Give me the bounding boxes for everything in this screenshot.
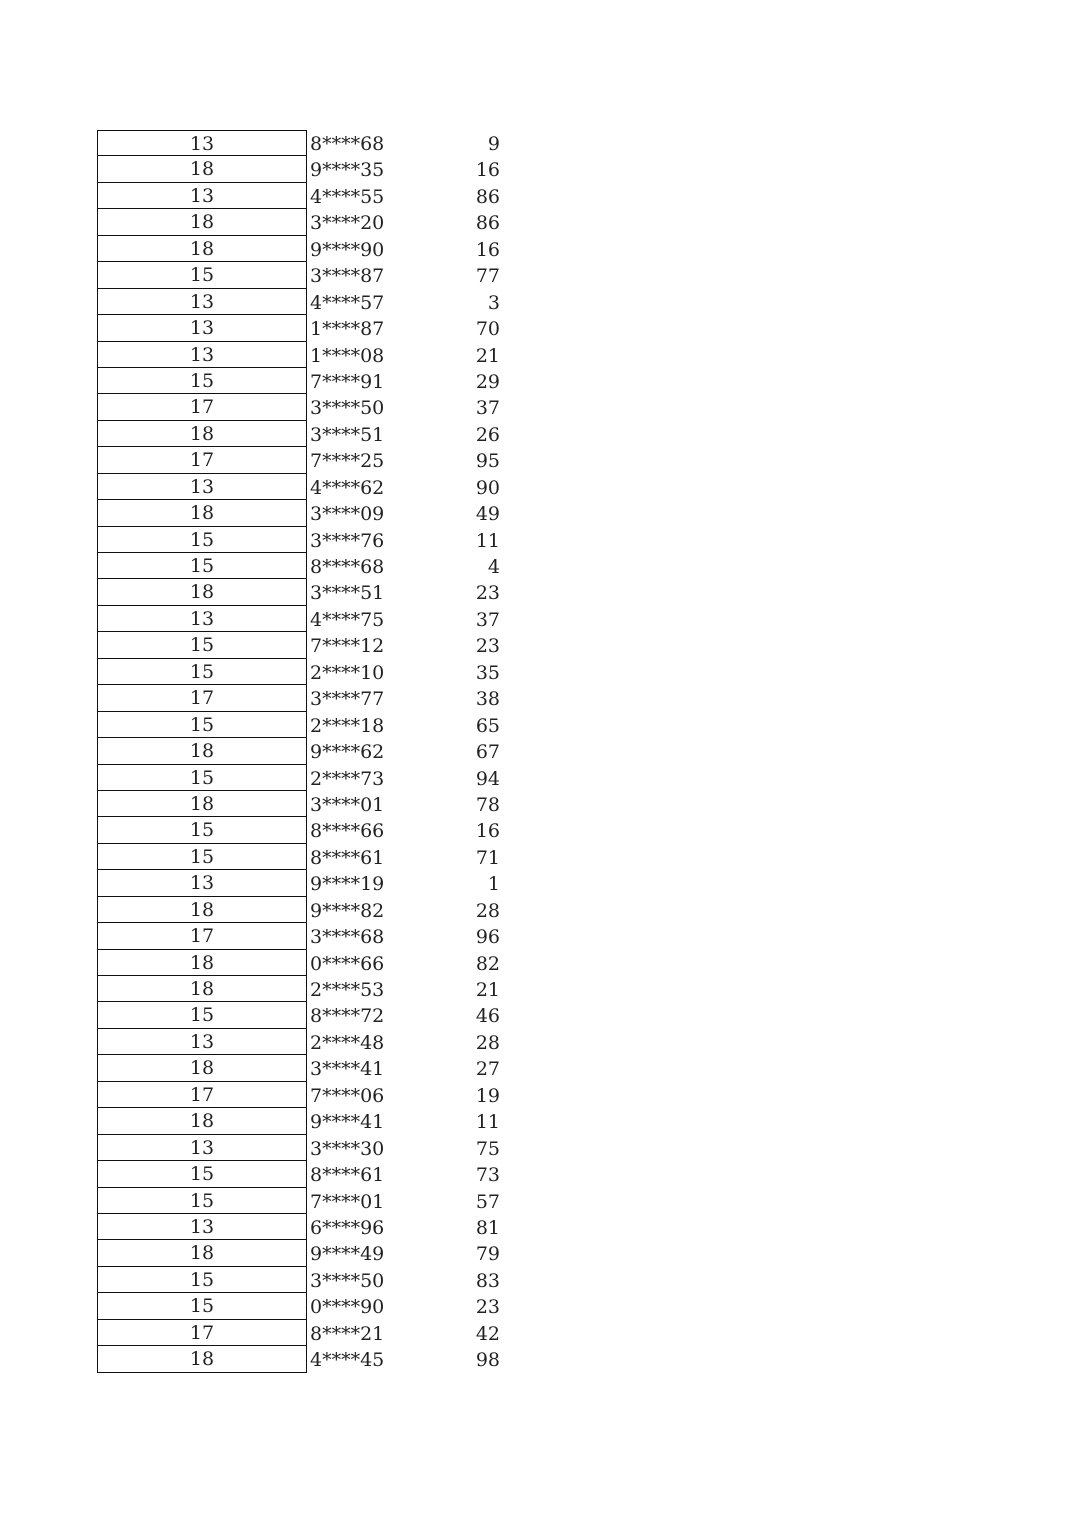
cell-code: 15 (97, 632, 307, 658)
cell-masked-number: 3****50 (310, 1269, 385, 1292)
table-row (97, 553, 500, 579)
table-row (97, 1267, 500, 1293)
cell-value: 21 (475, 344, 500, 367)
cell-value: 73 (475, 1164, 500, 1187)
cell-masked-number: 7****25 (310, 450, 385, 473)
table-row (97, 342, 500, 368)
cell-code: 13 (97, 870, 307, 896)
cell-code: 18 (97, 1055, 307, 1081)
cell-masked-number: 2****18 (310, 714, 385, 737)
cell-masked-number: 2****48 (310, 1031, 385, 1054)
table-row (97, 1055, 500, 1081)
cell-masked-number: 7****12 (310, 635, 385, 658)
cell-masked-number: 3****09 (310, 503, 385, 526)
cell-masked-number: 4****75 (310, 608, 385, 631)
cell-masked-number: 7****01 (310, 1190, 385, 1213)
cell-value: 81 (475, 1216, 500, 1239)
cell-value: 1 (487, 873, 500, 896)
cell-code: 18 (97, 156, 307, 182)
table-row (97, 976, 500, 1002)
cell-value: 21 (475, 979, 500, 1001)
cell-value: 95 (475, 450, 500, 473)
table-row (97, 1082, 500, 1108)
cell-value: 9 (487, 133, 500, 155)
cell-value: 94 (475, 767, 500, 790)
cell-masked-number: 2****73 (310, 767, 385, 790)
cell-value: 79 (475, 1243, 500, 1266)
cell-code: 15 (97, 659, 307, 685)
table-row (97, 1161, 500, 1187)
cell-masked-number: 8****61 (310, 846, 385, 869)
table-row (97, 1293, 500, 1319)
table-row (97, 1320, 500, 1346)
table-row (97, 130, 500, 156)
cell-value: 71 (475, 846, 500, 869)
table-row (97, 950, 500, 976)
cell-masked-number: 8****68 (310, 133, 385, 155)
cell-value: 23 (475, 582, 500, 605)
cell-code: 13 (97, 289, 307, 315)
cell-code: 13 (97, 1214, 307, 1240)
table-row (97, 606, 500, 632)
cell-masked-number: 4****45 (310, 1349, 385, 1372)
table-row (97, 817, 500, 843)
table-row (97, 1188, 500, 1214)
cell-value: 86 (475, 185, 500, 208)
cell-value: 16 (475, 820, 500, 843)
cell-code: 18 (97, 950, 307, 976)
table-row (97, 897, 500, 923)
cell-masked-number: 2****53 (310, 979, 385, 1001)
cell-masked-number: 8****21 (310, 1322, 385, 1345)
cell-value: 38 (475, 688, 500, 711)
cell-code: 13 (97, 1029, 307, 1055)
cell-value: 28 (475, 1031, 500, 1054)
cell-value: 28 (475, 899, 500, 922)
cell-code: 17 (97, 1082, 307, 1108)
table-row (97, 738, 500, 764)
cell-value: 83 (475, 1269, 500, 1292)
cell-masked-number: 8****68 (310, 556, 385, 578)
table-row (97, 685, 500, 711)
cell-code: 13 (97, 130, 307, 156)
table-row (97, 659, 500, 685)
cell-code: 15 (97, 1293, 307, 1319)
table-row (97, 500, 500, 526)
cell-value: 67 (475, 741, 500, 764)
cell-code: 17 (97, 685, 307, 711)
cell-masked-number: 8****61 (310, 1164, 385, 1187)
cell-masked-number: 0****66 (310, 952, 385, 975)
table-row (97, 262, 500, 288)
cell-masked-number: 3****87 (310, 265, 385, 288)
table-row (97, 315, 500, 341)
cell-value: 98 (475, 1349, 500, 1372)
cell-value: 42 (475, 1322, 500, 1345)
cell-code: 17 (97, 1320, 307, 1346)
cell-code: 13 (97, 342, 307, 368)
cell-masked-number: 7****06 (310, 1084, 385, 1107)
cell-masked-number: 8****66 (310, 820, 385, 843)
table-row (97, 527, 500, 553)
cell-value: 37 (475, 397, 500, 420)
cell-masked-number: 4****62 (310, 476, 385, 499)
cell-value: 3 (487, 291, 500, 314)
cell-code: 15 (97, 765, 307, 791)
table-row (97, 447, 500, 473)
cell-value: 4 (487, 556, 500, 578)
cell-masked-number: 9****35 (310, 159, 385, 182)
cell-value: 75 (475, 1137, 500, 1160)
cell-masked-number: 0****90 (310, 1296, 385, 1319)
table-row (97, 474, 500, 500)
cell-value: 16 (475, 159, 500, 182)
cell-code: 13 (97, 1135, 307, 1161)
cell-code: 17 (97, 447, 307, 473)
cell-code: 18 (97, 791, 307, 817)
cell-code: 18 (97, 579, 307, 605)
cell-value: 57 (475, 1190, 500, 1213)
table-row (97, 1002, 500, 1028)
cell-masked-number: 6****96 (310, 1216, 385, 1239)
table-row (97, 1135, 500, 1161)
cell-masked-number: 3****76 (310, 529, 385, 552)
cell-value: 96 (475, 926, 500, 949)
table-row (97, 579, 500, 605)
cell-masked-number: 9****62 (310, 741, 385, 764)
cell-code: 17 (97, 923, 307, 949)
cell-code: 15 (97, 1188, 307, 1214)
cell-code: 15 (97, 262, 307, 288)
cell-code: 18 (97, 421, 307, 447)
cell-masked-number: 9****90 (310, 238, 385, 261)
table-row (97, 209, 500, 235)
table-row (97, 791, 500, 817)
table-row (97, 183, 500, 209)
cell-code: 15 (97, 553, 307, 579)
cell-value: 65 (475, 714, 500, 737)
cell-code: 15 (97, 817, 307, 843)
cell-code: 18 (97, 738, 307, 764)
cell-code: 15 (97, 1267, 307, 1293)
cell-code: 15 (97, 844, 307, 870)
cell-code: 18 (97, 1108, 307, 1134)
cell-value: 16 (475, 238, 500, 261)
cell-value: 27 (475, 1058, 500, 1081)
cell-masked-number: 8****72 (310, 1005, 385, 1028)
cell-value: 35 (475, 661, 500, 684)
cell-value: 11 (475, 529, 500, 552)
table-row (97, 712, 500, 738)
cell-code: 18 (97, 209, 307, 235)
data-table (97, 130, 500, 1373)
cell-value: 23 (475, 635, 500, 658)
cell-code: 13 (97, 606, 307, 632)
cell-code: 13 (97, 315, 307, 341)
cell-value: 86 (475, 212, 500, 235)
table-row (97, 1240, 500, 1266)
cell-code: 18 (97, 1346, 307, 1372)
table-row (97, 632, 500, 658)
table-row (97, 368, 500, 394)
cell-code: 13 (97, 183, 307, 209)
cell-masked-number: 3****51 (310, 423, 385, 446)
cell-code: 18 (97, 500, 307, 526)
table-row (97, 765, 500, 791)
cell-value: 70 (475, 318, 500, 341)
cell-value: 23 (475, 1296, 500, 1319)
table-row (97, 870, 500, 896)
cell-code: 18 (97, 236, 307, 262)
table-row (97, 844, 500, 870)
cell-code: 15 (97, 712, 307, 738)
cell-code: 15 (97, 1002, 307, 1028)
cell-value: 29 (475, 370, 500, 393)
cell-value: 77 (475, 265, 500, 288)
table-row (97, 1029, 500, 1055)
table-row (97, 236, 500, 262)
cell-code: 15 (97, 368, 307, 394)
table-row (97, 1214, 500, 1240)
cell-code: 15 (97, 527, 307, 553)
cell-value: 49 (475, 503, 500, 526)
cell-masked-number: 3****50 (310, 397, 385, 420)
cell-value: 90 (475, 476, 500, 499)
cell-code: 13 (97, 474, 307, 500)
cell-code: 18 (97, 897, 307, 923)
cell-masked-number: 3****51 (310, 582, 385, 605)
cell-value: 78 (475, 793, 500, 816)
cell-masked-number: 1****87 (310, 318, 385, 341)
cell-masked-number: 7****91 (310, 370, 385, 393)
cell-masked-number: 3****41 (310, 1058, 385, 1081)
cell-masked-number: 3****77 (310, 688, 385, 711)
cell-masked-number: 9****19 (310, 873, 385, 896)
cell-value: 37 (475, 608, 500, 631)
cell-masked-number: 9****49 (310, 1243, 385, 1266)
cell-code: 18 (97, 976, 307, 1002)
cell-masked-number: 3****30 (310, 1137, 385, 1160)
cell-value: 19 (475, 1084, 500, 1107)
table-row (97, 1346, 500, 1372)
cell-masked-number: 9****82 (310, 899, 385, 922)
cell-masked-number: 2****10 (310, 661, 385, 684)
cell-masked-number: 9****41 (310, 1111, 385, 1134)
cell-masked-number: 3****68 (310, 926, 385, 949)
table-row (97, 1108, 500, 1134)
table-row (97, 156, 500, 182)
cell-code: 18 (97, 1240, 307, 1266)
cell-value: 82 (475, 952, 500, 975)
cell-masked-number: 3****01 (310, 793, 385, 816)
cell-masked-number: 3****20 (310, 212, 385, 235)
table-row (97, 923, 500, 949)
cell-value: 46 (475, 1005, 500, 1028)
cell-masked-number: 4****55 (310, 185, 385, 208)
table-row (97, 421, 500, 447)
table-row (97, 289, 500, 315)
cell-code: 17 (97, 394, 307, 420)
cell-code: 15 (97, 1161, 307, 1187)
table-row (97, 394, 500, 420)
cell-masked-number: 1****08 (310, 344, 385, 367)
cell-value: 11 (475, 1111, 500, 1134)
cell-value: 26 (475, 423, 500, 446)
cell-masked-number: 4****57 (310, 291, 385, 314)
